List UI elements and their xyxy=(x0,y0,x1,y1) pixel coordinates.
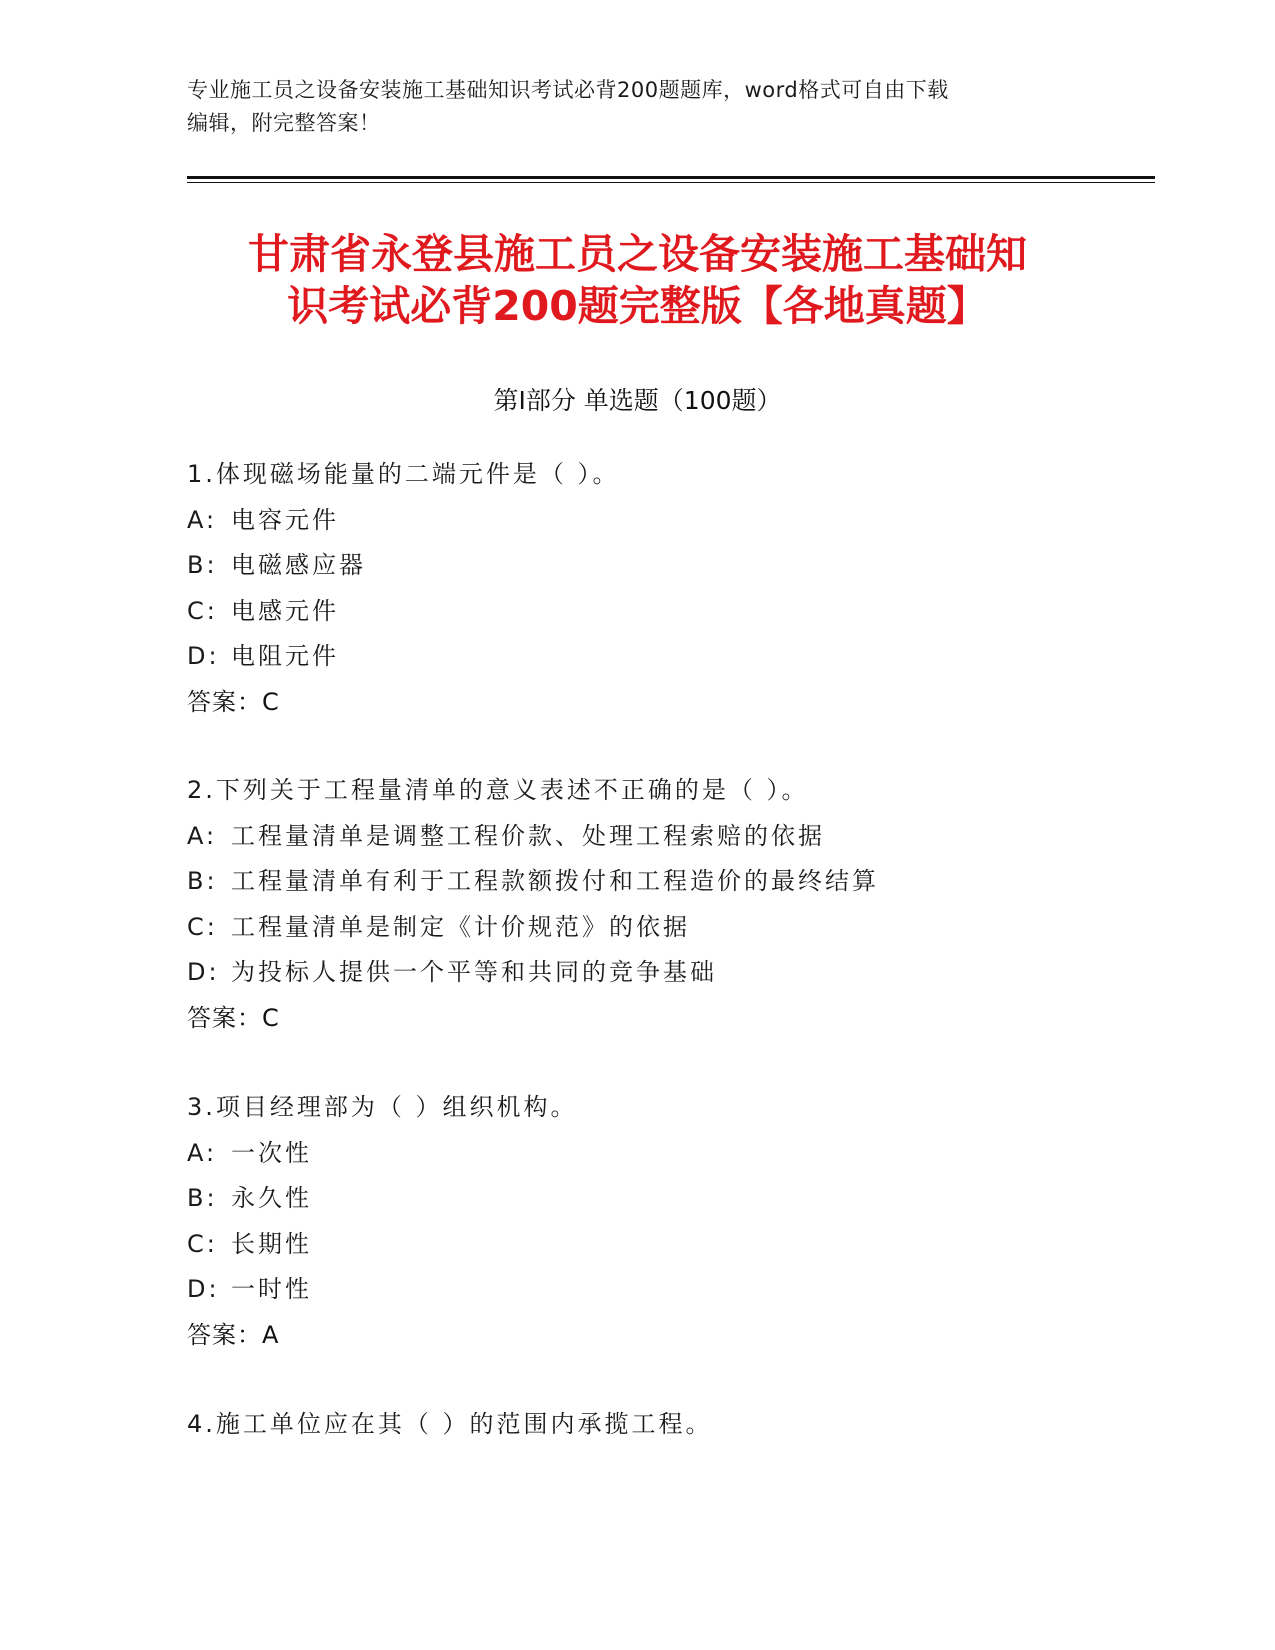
option-d xyxy=(187,634,1147,680)
header-rule-thick xyxy=(187,176,1155,179)
option-a xyxy=(187,814,1147,860)
option-key: C: xyxy=(187,596,218,625)
option-text: 电磁感应器 xyxy=(231,551,366,579)
answer-label: 答案： xyxy=(187,687,262,716)
option-text: 电感元件 xyxy=(231,596,339,625)
answer-value: C xyxy=(262,687,280,716)
option-key: A: xyxy=(187,1138,218,1167)
option-key: A: xyxy=(187,505,218,534)
answer-line xyxy=(187,1313,1147,1359)
header-note-line-1: 专业施工员之设备安装施工基础知识考试必背200题题库，word格式可自由下载 xyxy=(187,78,949,102)
answer-label: 答案： xyxy=(187,1320,262,1349)
option-text: 工程量清单有利于工程款额拨付和工程造价的最终结算 xyxy=(231,867,879,895)
header-note-line-2: 编辑，附完整答案！ xyxy=(187,111,381,135)
option-key: B: xyxy=(187,1184,218,1212)
option-c xyxy=(187,589,1147,635)
question-stem: 4.施工单位应在其（ ）的范围内承揽工程。 xyxy=(187,1410,713,1438)
option-key: C: xyxy=(187,912,218,941)
option-key: D: xyxy=(187,1275,220,1303)
option-key: D: xyxy=(187,642,220,670)
document-title xyxy=(150,228,1125,332)
option-d xyxy=(187,1267,1147,1313)
option-key: D: xyxy=(187,958,220,986)
option-text: 为投标人提供一个平等和共同的竞争基础 xyxy=(231,958,717,986)
answer-label: 答案： xyxy=(187,1003,262,1032)
option-text: 电容元件 xyxy=(231,505,339,534)
option-b xyxy=(187,543,1147,589)
question-stem: 3.项目经理部为（ ）组织机构。 xyxy=(187,1093,578,1121)
option-key: C: xyxy=(187,1229,218,1258)
option-a xyxy=(187,498,1147,544)
option-b xyxy=(187,859,1147,905)
option-c xyxy=(187,1222,1147,1268)
header-rule-thin xyxy=(187,182,1155,183)
option-text: 电阻元件 xyxy=(231,642,339,670)
option-text: 一次性 xyxy=(231,1138,312,1167)
answer-line xyxy=(187,680,1147,726)
option-a xyxy=(187,1131,1147,1177)
option-key: B: xyxy=(187,551,218,579)
answer-line xyxy=(187,996,1147,1042)
option-text: 一时性 xyxy=(231,1275,312,1303)
answer-value: C xyxy=(262,1003,280,1032)
option-text: 工程量清单是制定《计价规范》的依据 xyxy=(231,912,690,941)
header-note xyxy=(187,74,1087,140)
document-title-line-1: 甘肃省永登县施工员之设备安装施工基础知 xyxy=(248,230,1027,278)
document-title-line-2: 识考试必背200题完整版【各地真题】 xyxy=(287,282,988,330)
section-title: 第Ⅰ部分 单选题（100题） xyxy=(493,386,782,415)
option-d xyxy=(187,950,1147,996)
option-text: 永久性 xyxy=(231,1184,312,1212)
option-text: 工程量清单是调整工程价款、处理工程索赔的依据 xyxy=(231,821,825,850)
question-stem: 2.下列关于工程量清单的意义表述不正确的是（ ）。 xyxy=(187,776,809,804)
answer-value: A xyxy=(262,1320,280,1349)
option-key: A: xyxy=(187,821,218,850)
question-2 xyxy=(187,768,1147,1041)
option-c xyxy=(187,905,1147,951)
option-key: B: xyxy=(187,867,218,895)
option-b xyxy=(187,1176,1147,1222)
question-3 xyxy=(187,1085,1147,1358)
question-4 xyxy=(187,1402,1147,1448)
question-stem: 1.体现磁场能量的二端元件是（ ）。 xyxy=(187,460,620,488)
question-1 xyxy=(187,452,1147,725)
option-text: 长期性 xyxy=(231,1229,312,1258)
